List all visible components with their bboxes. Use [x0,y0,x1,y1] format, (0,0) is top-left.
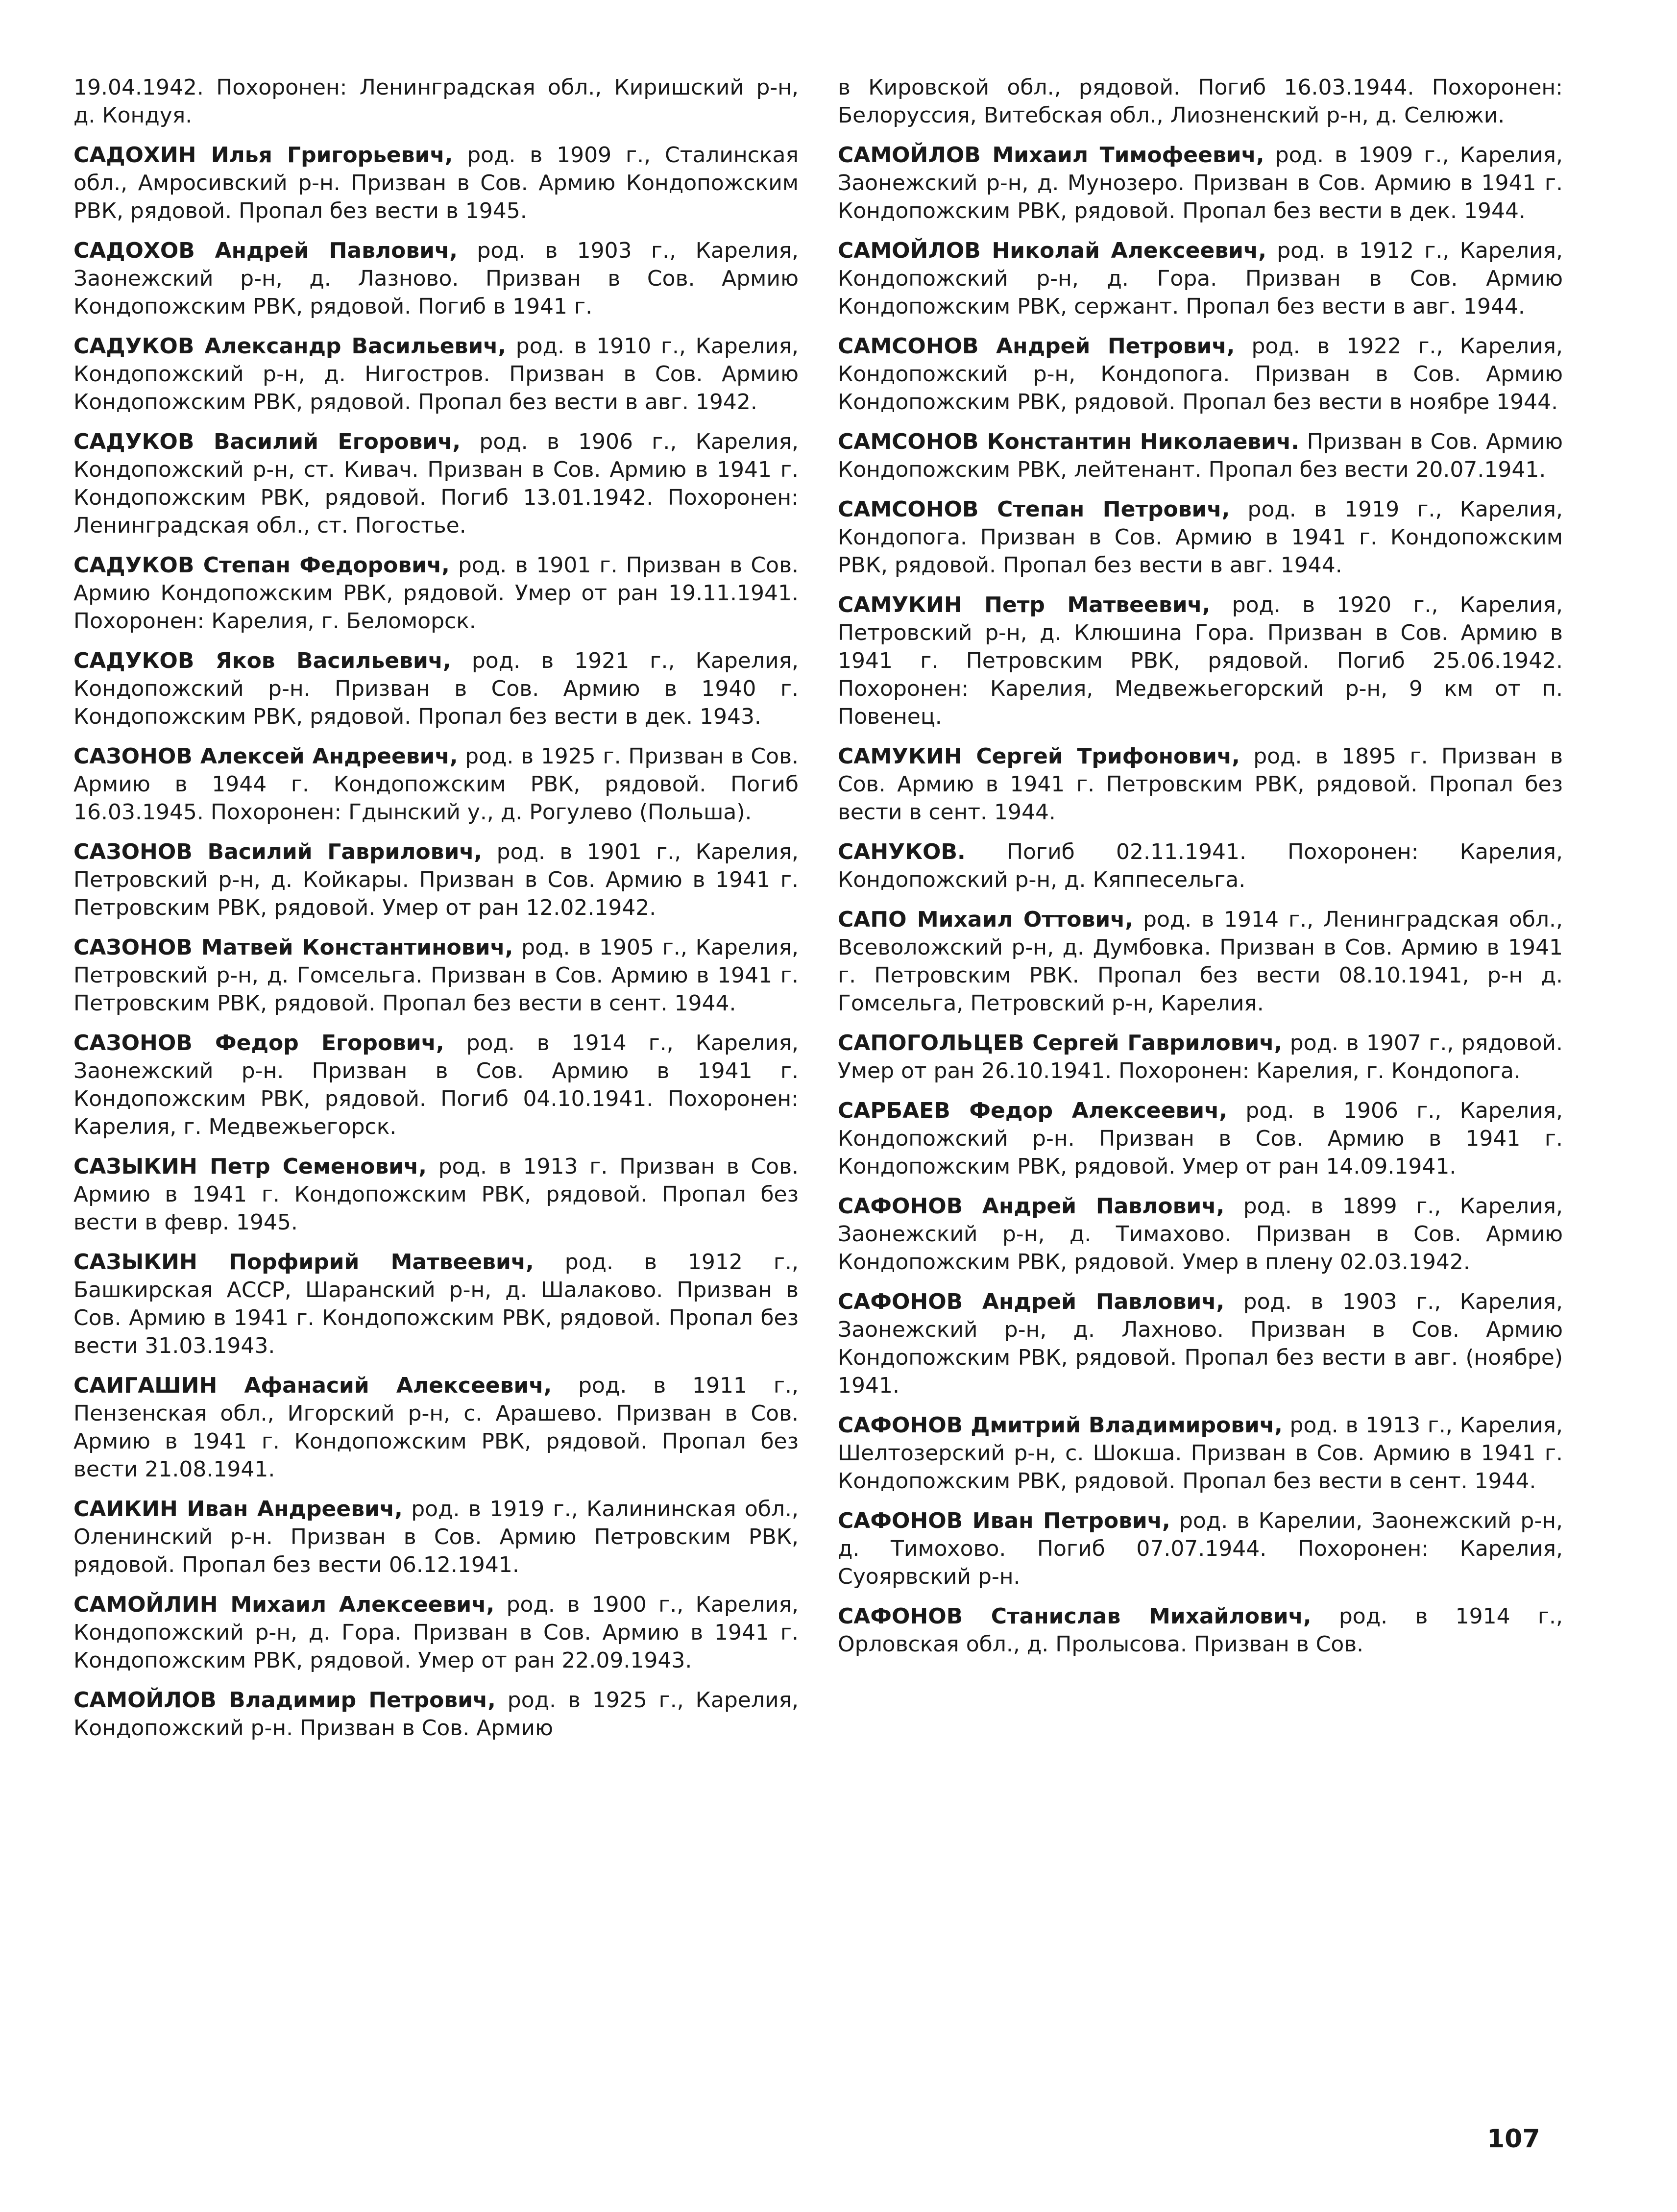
entry-name: САДОХИН Илья Григорьевич, [73,143,453,168]
entry-name: САЗОНОВ Федор Егорович, [73,1031,444,1056]
entry-name: САЗОНОВ Матвей Константинович, [73,935,513,960]
entry-text: Погиб 02.11.1941. Похоронен: Карелия, Кондопожский р-н, д. Кяппесельга. [838,839,1563,892]
register-entry [838,428,1563,484]
entry-name: САМОЙЛОВ Михаил Тимофеевич, [838,143,1264,168]
entry-name: САМОЙЛОВ Николай Алексеевич, [838,238,1266,263]
entry-text: род. в 1906 г., Карелия, Кондопожский р-н. Призван в Сов. Армию в 1941 г. Кондопожским РВК, рядовой. Умер от ран 14.09.1941. [838,1098,1563,1179]
entry-text: род. в 1919 г., Карелия, Кондопога. Призван в Сов. Армию в 1941 г. Кондопожским РВК, рядовой. Пропал без вести в авг. 1944. [838,497,1563,578]
entry-name: САФОНОВ Андрей Павлович, [838,1289,1225,1314]
entry-name: САНУКОВ. [838,839,966,864]
entry-name: САФОНОВ Андрей Павлович, [838,1194,1225,1219]
register-entry [838,1192,1563,1276]
register-entry [73,742,799,826]
register-entry [838,1602,1563,1658]
entry-name: САФОНОВ Иван Петрович, [838,1508,1170,1533]
entry-name: САДУКОВ Василий Егорович, [73,429,461,454]
entry-text: род. в 1900 г., Карелия, Кондопожский р-н, д. Гора. Призван в Сов. Армию в 1941 г. Кондопожским РВК, рядовой. Умер от ран 22.09.1943. [73,1592,799,1673]
register-entry [73,1029,799,1141]
entry-name: САЗОНОВ Василий Гаврилович, [73,839,483,864]
entry-text: род. в 1903 г., Карелия, Заонежский р-н, д. Лахново. Призван в Сов. Армию Кондопожским РВК, рядовой. Пропал без вести в авг. (ноябре) 1941. [838,1289,1563,1398]
register-entry [73,551,799,635]
entry-text: род. в 1922 г., Карелия, Кондопожский р-н, Кондопога. Призван в Сов. Армию Кондопожским РВК, рядовой. Пропал без вести в ноябре 1944. [838,334,1563,415]
register-entry [838,1288,1563,1400]
entry-text: род. в 1919 г., Калининская обл., Оленинский р-н. Призван в Сов. Армию Петровским РВК, рядовой. Пропал без вести 06.12.1941. [73,1497,799,1577]
entry-name: САЗЫКИН Порфирий Матвеевич, [73,1250,534,1275]
entry-text: род. в 1907 г., рядовой. Умер от ран 26.10.1941. Похоронен: Карелия, г. Кондопога. [838,1031,1563,1083]
entry-name: САФОНОВ Дмитрий Владимирович, [838,1413,1283,1438]
entry-text: Призван в Сов. Армию Кондопожским РВК, лейтенант. Пропал без вести 20.07.1941. [838,429,1563,482]
register-entry [838,1097,1563,1180]
entry-name: САЗОНОВ Алексей Андреевич, [73,744,458,769]
entry-text: род. в 1906 г., Карелия, Кондопожский р-н, ст. Кивач. Призван в Сов. Армию в 1941 г. Кондопожским РВК, рядовой. Погиб 13.01.1942. Похоронен: Ленинградская обл., ст. Погостье. [73,429,799,538]
register-entry [838,74,1563,129]
register-entry [838,237,1563,320]
register-entry [838,906,1563,1017]
entry-name: САМСОНОВ Константин Николаевич. [838,429,1299,454]
register-entry [73,1686,799,1742]
entry-name: САПО Михаил Оттович, [838,907,1134,932]
entry-name: САДУКОВ Степан Федорович, [73,553,450,578]
register-entry [73,934,799,1017]
entry-text: род. в 1899 г., Карелия, Заонежский р-н, д. Тимахово. Призван в Сов. Армию Кондопожским РВК, рядовой. Умер в плену 02.03.1942. [838,1194,1563,1275]
entry-text: род. в 1895 г. Призван в Сов. Армию в 1941 г. Петровским РВК, рядовой. Пропал без вести в сент. 1944. [838,744,1563,825]
entry-name: САИГАШИН Афанасий Алексеевич, [73,1373,552,1398]
register-entry [73,141,799,225]
entry-text: род. в 1912 г., Карелия, Кондопожский р-н, д. Гора. Призван в Сов. Армию Кондопожским РВК, сержант. Пропал без вести в авг. 1944. [838,238,1563,319]
right-column [838,74,1563,1670]
entry-text: род. в 1909 г., Карелия, Заонежский р-н, д. Мунозеро. Призван в Сов. Армию в 1941 г. Кондопожским РВК, рядовой. Пропал без вести в дек. 1944. [838,143,1563,223]
register-entry [73,1153,799,1236]
register-entry [73,1248,799,1360]
entry-name: САМОЙЛИН Михаил Алексеевич, [73,1592,495,1617]
page-number: 107 [1487,2124,1540,2154]
entry-text: род. в 1901 г., Карелия, Петровский р-н, д. Койкары. Призван в Сов. Армию в 1941 г. Петровским РВК, рядовой. Умер от ран 12.02.1942. [73,839,799,920]
entry-name: САФОНОВ Станислав Михайлович, [838,1604,1312,1629]
entry-name: САРБАЕВ Федор Алексеевич, [838,1098,1228,1123]
register-entry [838,1029,1563,1085]
entry-text: род. в 1913 г., Карелия, Шелтозерский р-н, с. Шокша. Призван в Сов. Армию в 1941 г. Кондопожским РВК, рядовой. Пропал без вести в сент. 1944. [838,1413,1563,1494]
entry-text: род. в 1925 г., Карелия, Кондопожский р-н. Призван в Сов. Армию [73,1688,799,1741]
entry-text: 19.04.1942. Похоронен: Ленинградская обл., Киришский р-н, д. Кондуя. [73,75,799,128]
register-entry [73,428,799,540]
entry-name: САМСОНОВ Андрей Петрович, [838,334,1235,359]
register-entry [73,838,799,922]
register-entry [838,591,1563,731]
entry-text: род. в 1905 г., Карелия, Петровский р-н, д. Гомсельга. Призван в Сов. Армию в 1941 г. Петровским РВК, рядовой. Пропал без вести в сент. 1944. [73,935,799,1016]
entry-text: род. в 1909 г., Сталинская обл., Амросивский р-н. Призван в Сов. Армию Кондопожским РВК, рядовой. Пропал без вести в 1945. [73,143,799,223]
register-entry [838,1411,1563,1495]
entry-name: САМСОНОВ Степан Петрович, [838,497,1230,522]
entry-name: САДУКОВ Александр Васильевич, [73,334,507,359]
register-entry [73,1495,799,1579]
entry-text: род. в 1910 г., Карелия, Кондопожский р-н, д. Нигостров. Призван в Сов. Армию Кондопожским РВК, рядовой. Пропал без вести в авг. 1942. [73,334,799,415]
left-column [73,74,799,1754]
entry-text: род. в 1913 г. Призван в Сов. Армию в 1941 г. Кондопожским РВК, рядовой. Пропал без вести в февр. 1945. [73,1154,799,1235]
entry-text: род. в 1912 г., Башкирская АССР, Шаранский р-н, д. Шалаково. Призван в Сов. Армию в 1941 г. Кондопожским РВК, рядовой. Пропал без вести 31.03.1943. [73,1250,799,1358]
register-entry [73,332,799,416]
entry-name: САМУКИН Сергей Трифонович, [838,744,1240,769]
entry-name: САПОГОЛЬЦЕВ Сергей Гаврилович, [838,1031,1283,1056]
register-entry [838,838,1563,894]
register-entry [73,237,799,320]
entry-text: род. в 1925 г. Призван в Сов. Армию в 1944 г. Кондопожским РВК, рядовой. Погиб 16.03.1945. Похоронен: Гдынский у., д. Рогулево (Польша). [73,744,799,825]
entry-text: род. в 1903 г., Карелия, Заонежский р-н, д. Лазново. Призван в Сов. Армию Кондопожским РВК, рядовой. Погиб в 1941 г. [73,238,799,319]
entry-text: род. в 1914 г., Ленинградская обл., Всеволожский р-н, д. Думбовка. Призван в Сов. Армию в 1941 г. Петровским РВК. Пропал без вести 08.10.1941, р-н д. Гомсельга, Петровский р-н, Карелия. [838,907,1563,1016]
register-entry [838,742,1563,826]
register-entry [838,332,1563,416]
register-entry [73,74,799,129]
entry-text: род. в 1914 г., Карелия, Заонежский р-н. Призван в Сов. Армию в 1941 г. Кондопожским РВК, рядовой. Погиб 04.10.1941. Похоронен: Карелия, г. Медвежьегорск. [73,1031,799,1139]
entry-text: род. в 1914 г., Орловская обл., д. Пролысова. Призван в Сов. [838,1604,1563,1657]
entry-name: САЗЫКИН Петр Семенович, [73,1154,427,1179]
entry-text: род. в 1911 г., Пензенская обл., Игорский р-н, с. Арашево. Призван в Сов. Армию в 1941 г. Кондопожским РВК, рядовой. Пропал без вести 21.08.1941. [73,1373,799,1482]
entry-name: САДОХОВ Андрей Павлович, [73,238,458,263]
entry-text: род. в 1921 г., Карелия, Кондопожский р-н. Призван в Сов. Армию в 1940 г. Кондопожским РВК, рядовой. Пропал без вести в дек. 1943. [73,648,799,729]
entry-name: САДУКОВ Яков Васильевич, [73,648,451,673]
register-entry [73,647,799,731]
entry-text: род. в 1901 г. Призван в Сов. Армию Кондопожским РВК, рядовой. Умер от ран 19.11.1941. Похоронен: Карелия, г. Беломорск. [73,553,799,634]
register-entry [73,1372,799,1483]
entry-text: род. в 1920 г., Карелия, Петровский р-н, д. Клюшина Гора. Призван в Сов. Армию в 1941 г. Петровским РВК, рядовой. Погиб 25.06.1942. Похоронен: Карелия, Медвежьегорский р-н, 9 км от п. Повенец. [838,592,1563,729]
register-entry [838,141,1563,225]
entry-text: в Кировской обл., рядовой. Погиб 16.03.1944. Похоронен: Белоруссия, Витебская обл., Лиозненский р-н, д. Селюжи. [838,75,1563,128]
entry-name: САИКИН Иван Андреевич, [73,1497,403,1522]
entry-text: род. в Карелии, Заонежский р-н, д. Тимохово. Погиб 07.07.1944. Похоронен: Карелия, Суоярвский р-н. [838,1508,1563,1589]
register-entry [73,1591,799,1674]
register-entry [838,1507,1563,1591]
register-entry [838,495,1563,579]
entry-name: САМОЙЛОВ Владимир Петрович, [73,1688,496,1713]
entry-name: САМУКИН Петр Матвеевич, [838,592,1211,617]
